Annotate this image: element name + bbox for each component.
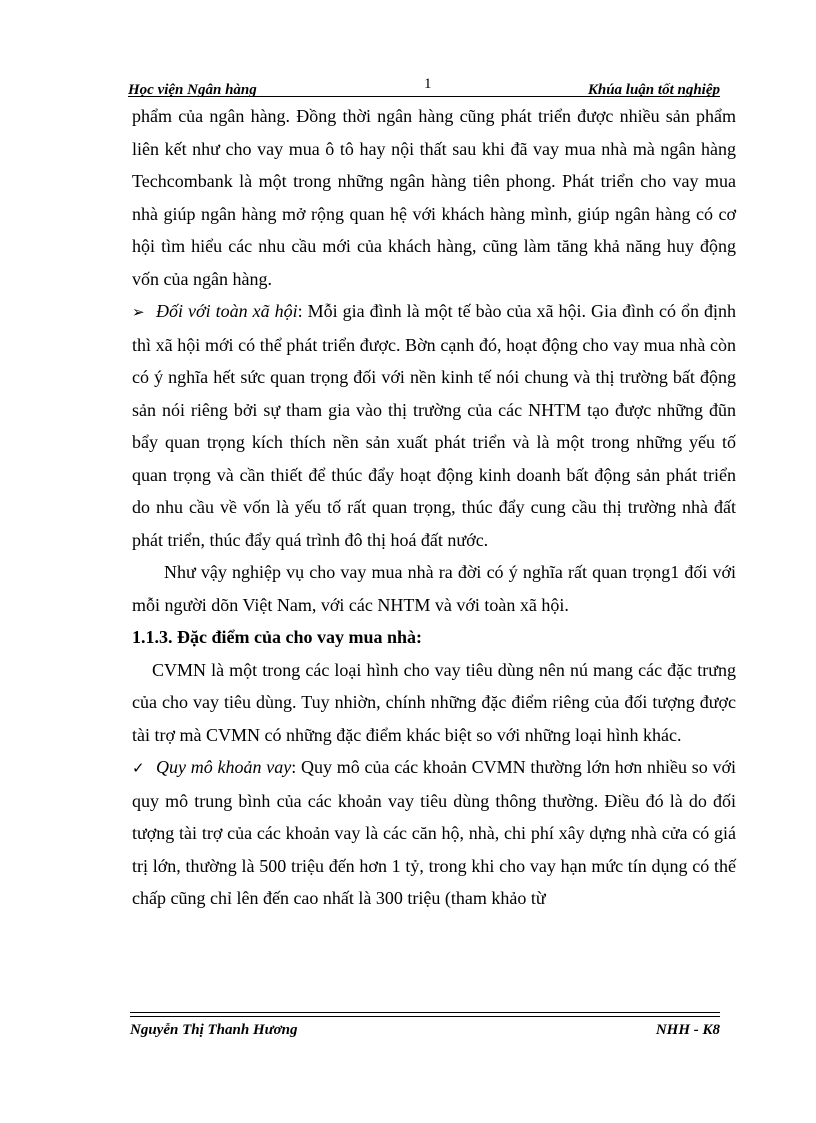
- paragraph-summary: Như vậy nghiệp vụ cho vay mua nhà ra đời có ý nghĩa rất quan trọng1 đối với mỗi người dõn Việt Nam, với các NHTM và với toàn xã hội.: [132, 562, 736, 615]
- footer-rule-bottom: [130, 1016, 720, 1017]
- bullet-society-text: : Mỗi gia đình là một tế bào của xã hội. Gia đình có ổn định thì xã hội mới có thể phát triển được. Bờn cạnh đó, hoạt động cho vay mua nhà còn có ý nghĩa hết sức quan trọng đối với nền kinh tế nói chung và thị trường bất động sản nói riêng bởi sự tham gia vào thị trường của các NHTM tạo được những đũn bẩy quan trọng kích thích nền sản xuất phát triển và là một trong những yếu tố quan trọng và cần thiết để thúc đẩy hoạt động kinh doanh bất động sản phát triển do nhu cầu về vốn là yếu tố rất quan trọng, thúc đẩy cung cầu thị trường nhà đất phát triển, thúc đẩy quá trình đô thị hoá đất nước.: [132, 301, 737, 550]
- footer-author: Nguyễn Thị Thanh Hương: [130, 1022, 298, 1038]
- bullet-scale-label: Quy mô khoản vay: [156, 757, 292, 777]
- bullet-society: [132, 295, 736, 556]
- footer-class-code: NHH - K8: [655, 1022, 720, 1038]
- page-number: 1: [424, 76, 432, 92]
- header-doc-type: Khúa luận tốt nghiệp: [587, 82, 720, 98]
- bullet-scale-text: : Quy mô của các khoản CVMN thường lớn hơn nhiều so với quy mô trung bình của các khoản vay tiêu dùng thông thường. Điều đó là do đối tượng tài trợ của các khoản vay là các căn hộ, nhà, chi phí xây dựng nhà cửa có giá trị lớn, thường là 500 triệu đến hơn 1 tỷ, trong khi cho vay hạn mức tín dụng có thế chấp cũng chỉ lên đến cao nhất là 300 triệu (tham khảo từ: [132, 757, 736, 908]
- arrow-bullet-icon: ➢: [132, 303, 145, 321]
- bullet-society-label: Đối với toàn xã hội: [156, 301, 298, 321]
- paragraph-continuation: phẩm của ngân hàng. Đồng thời ngân hàng cũng phát triển được nhiều sản phẩm liên kết như cho vay mua ô tô hay nội thất sau khi đã vay mua nhà mà ngân hàng Techcombank là một trong những ngân hàng tiên phong. Phát triển cho vay mua nhà giúp ngân hàng mở rộng quan hệ với khách hàng mình, giúp ngân hàng có cơ hội tìm hiểu các nhu cầu mới của khách hàng, cũng làm tăng khả năng huy động vốn của ngân hàng.: [132, 106, 736, 289]
- paragraph-section-intro: CVMN là một trong các loại hình cho vay tiêu dùng nên nú mang các đặc trưng của cho vay tiêu dùng. Tuy nhiờn, chính những đặc điểm riêng của đối tượng được tài trợ mà CVMN có những đặc điểm khác biệt so với những loại hình khác.: [132, 659, 736, 745]
- checkmark-bullet-icon: ✓: [132, 759, 145, 777]
- header-rule: [128, 96, 720, 97]
- document-body: [132, 100, 736, 915]
- header-institution: Học viện Ngân hàng: [128, 82, 257, 98]
- page-footer: [130, 1022, 720, 1044]
- footer-rule-top: [130, 1012, 720, 1013]
- section-heading: 1.1.3. Đặc điểm của cho vay mua nhà:: [132, 627, 423, 647]
- bullet-scale: [132, 751, 736, 915]
